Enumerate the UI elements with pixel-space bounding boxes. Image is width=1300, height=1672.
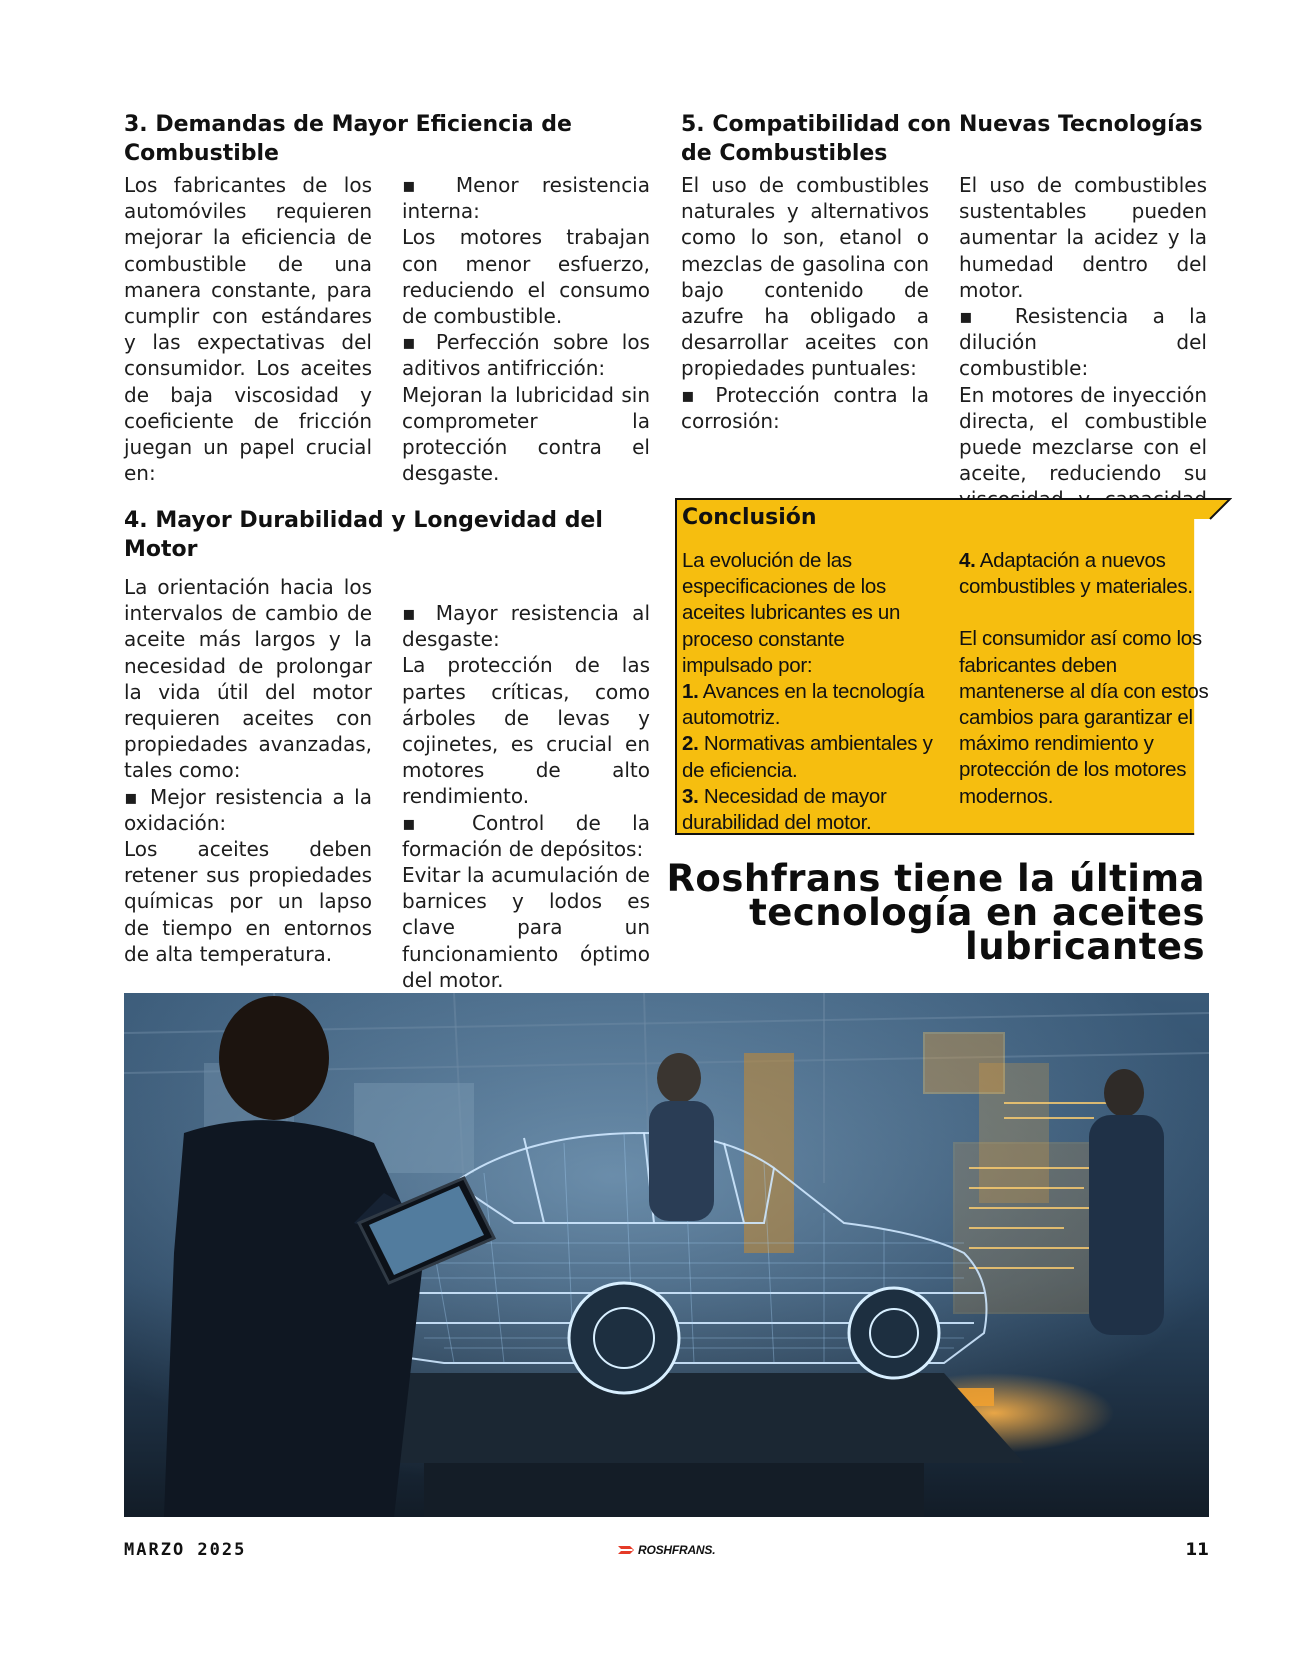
photo-icon	[124, 993, 1209, 1517]
factory-photo	[124, 993, 1209, 1517]
section3-bullet1-text: Los motores trabajan con menor esfuerzo, reduciendo el consumo de combustible.	[402, 225, 650, 329]
headline-line2: tecnología en aceites	[749, 891, 1205, 934]
section5-bullet2-title: ▪ Resistencia a la dilución del combustible:	[959, 303, 1207, 382]
conclusion-col1	[682, 548, 937, 836]
speech-tail-icon	[1190, 498, 1232, 520]
section4-title	[124, 506, 684, 564]
conclusion-item-number: 4.	[959, 549, 976, 572]
conclusion-col2	[959, 548, 1209, 810]
conclusion-item-number: 3.	[682, 784, 699, 808]
section4-intro: La orientación hacia los intervalos de cambio de aceite más largos y la necesidad de prolongar la vida útil del motor requieren aceites con propiedades avanzadas, tales como:	[124, 575, 372, 783]
section3-title-line1: 3. Demandas de Mayor Eficiencia de	[124, 112, 572, 137]
footer-brand: ROSHFRANS.	[638, 1543, 716, 1557]
section5-bullet1-text: El uso de combustibles sustentables pueden aumentar la acidez y la humedad dentro del motor.	[959, 173, 1207, 302]
section5-col1	[681, 172, 929, 434]
headline-line3: lubricantes	[965, 925, 1205, 968]
section5-bullet1-title: ▪ Protección contra la corrosión:	[681, 382, 929, 434]
section4-bullet3-text: Evitar la acumulación de barnices y lodos es clave para un funcionamiento óptimo del motor.	[402, 863, 650, 992]
conclusion-title: Conclusión	[682, 505, 817, 530]
section3-title	[124, 110, 684, 168]
conclusion-intro: La evolución de las especificaciones de los aceites lubricantes es un proceso constante impulsado por:	[682, 549, 901, 677]
section3-bullet1-title: ▪ Menor resistencia interna:	[402, 172, 650, 224]
conclusion-item-text: Avances en la tecnología automotriz.	[682, 680, 925, 730]
section5-bullet2-text: En motores de inyección directa, el combustible puede mezclarse con el aceite, reduciendo su	[959, 382, 1207, 486]
section4-bullet1-text: Los aceites deben retener sus propiedades químicas por un lapso de tiempo en entornos de alta temperatura.	[124, 837, 372, 966]
section5-col2	[959, 172, 1207, 539]
section4-bullet2-text: La protección de las partes críticas, como árboles de levas y cojinetes, es crucial en motores de alto rendimiento.	[402, 653, 650, 809]
section5-title-line2: de Combustibles	[681, 141, 888, 166]
section4-col1	[124, 574, 372, 967]
conclusion-item-1	[682, 679, 937, 731]
conclusion-item-text: Necesidad de mayor durabilidad del motor.	[682, 784, 887, 835]
section5-title-line1: 5. Compatibilidad con Nuevas Tecnologías	[681, 112, 1203, 137]
section5-title	[681, 110, 1241, 168]
conclusion-item-3	[682, 784, 937, 836]
conclusion-item-4	[959, 548, 1209, 600]
page-number: 11	[1185, 1540, 1209, 1560]
section4-bullet3-title: ▪ Control de la formación de depósitos:	[402, 810, 650, 862]
footer-issue-date: MARZO 2025	[124, 1540, 247, 1560]
section3-body: Los fabricantes de los automóviles requieren mejorar la eficiencia de combustible de una manera constante, para cumplir con estándares y las expectativas del consumidor. Los aceites de baja viscosidad y coeficiente de fricción juegan un papel crucial en:	[124, 173, 372, 486]
section4-title-line2: Motor	[124, 537, 198, 562]
section3-bullet2-text: Mejoran la lubricidad sin comprometer la protección contra el desgaste.	[402, 382, 650, 486]
headline	[645, 857, 1205, 968]
section3-title-line2: Combustible	[124, 141, 279, 166]
conclusion-closing: El consumidor así como los fabricantes deben mantenerse al día con estos cambios para garantizar el máximo rendimiento y protección de los motores modernos.	[959, 627, 1209, 808]
conclusion-item-2	[682, 731, 937, 783]
section3-col2	[402, 172, 650, 486]
headline-line1: Roshfrans tiene la última	[666, 857, 1205, 900]
section3-bullet2-title: ▪ Perfección sobre los aditivos antifricción:	[402, 329, 650, 381]
conclusion-item-text: Normativas ambientales y de eficiencia.	[682, 732, 933, 782]
conclusion-item-text: Adaptación a nuevos combustibles y materiales.	[959, 549, 1193, 599]
section5-intro: El uso de combustibles naturales y alternativos como lo son, etanol o mezclas de gasolina con bajo contenido de azufre ha obligado a desarrollar aceites con propiedades puntuales:	[681, 173, 929, 381]
conclusion-item-number: 1.	[682, 680, 699, 704]
section4-bullet2-title: ▪ Mayor resistencia al desgaste:	[402, 600, 650, 652]
conclusion-item-number: 2.	[682, 732, 699, 756]
section4-bullet1-title: ▪ Mejor resistencia a la oxidación:	[124, 784, 372, 836]
section4-title-line1: 4. Mayor Durabilidad y Longevidad del	[124, 508, 603, 533]
section4-col2	[402, 574, 650, 993]
section3-col1	[124, 172, 372, 486]
roshfrans-logo-icon	[618, 1544, 636, 1556]
footer-logo	[618, 1538, 715, 1562]
